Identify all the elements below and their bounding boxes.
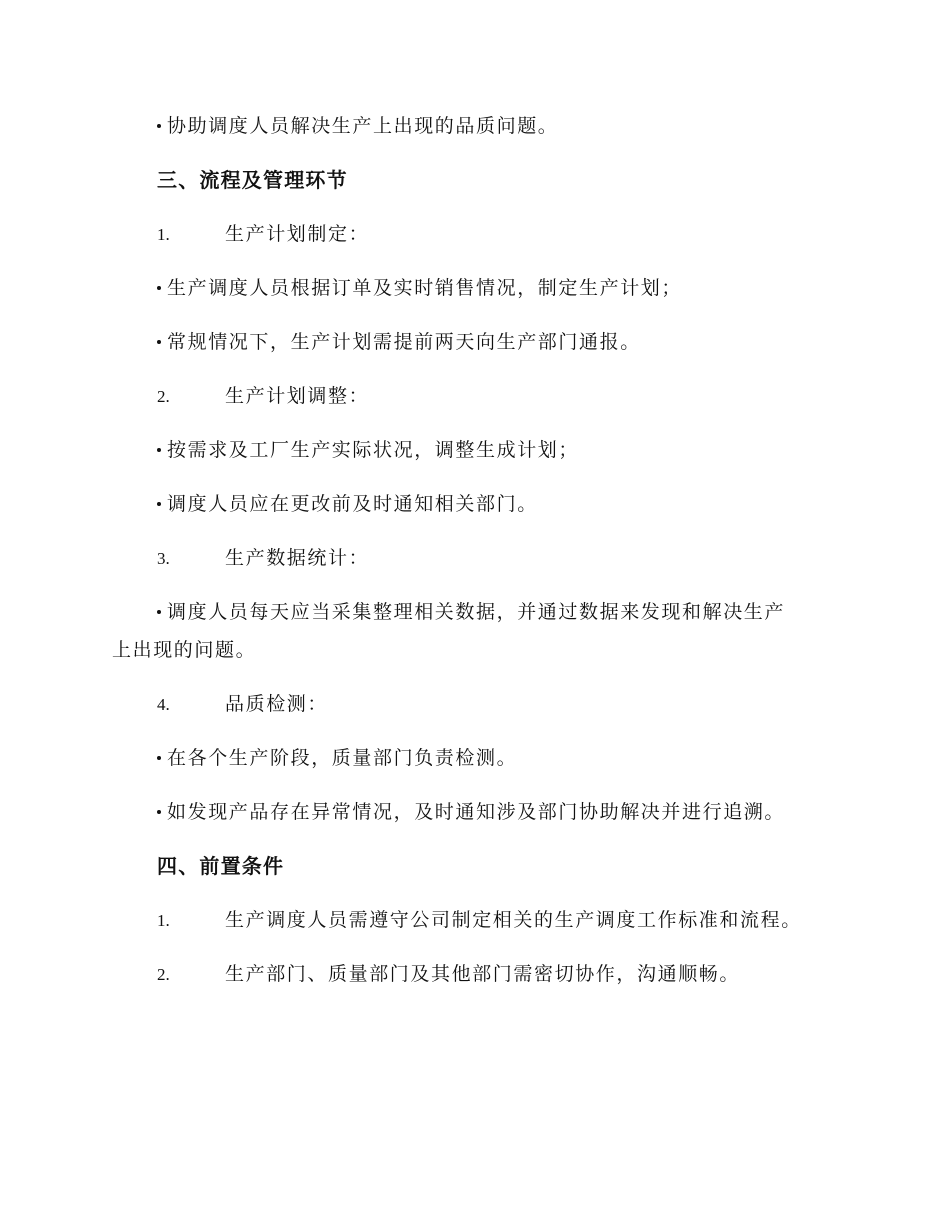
item-title: 生产计划调整： bbox=[225, 385, 370, 407]
bullet-paragraph bbox=[157, 275, 682, 302]
bullet-icon bbox=[157, 340, 161, 344]
paragraph-text: 生产调度人员根据订单及实时销售情况，制定生产计划； bbox=[167, 277, 683, 299]
bullet-paragraph bbox=[157, 599, 785, 626]
bullet-paragraph bbox=[157, 491, 538, 518]
item-title: 品质检测： bbox=[225, 693, 329, 715]
item-title: 生产数据统计： bbox=[225, 547, 370, 569]
paragraph-text: 协助调度人员解决生产上出现的品质问题。 bbox=[167, 115, 559, 137]
numbered-item-1 bbox=[157, 221, 369, 248]
item-number: 2. bbox=[157, 965, 170, 984]
item-number: 4. bbox=[157, 695, 170, 714]
bullet-icon bbox=[157, 286, 161, 290]
numbered-item-4 bbox=[157, 691, 328, 718]
bullet-icon bbox=[157, 124, 161, 128]
bullet-paragraph bbox=[157, 799, 785, 826]
paragraph-text: 调度人员应在更改前及时通知相关部门。 bbox=[167, 493, 538, 515]
item-text: 生产调度人员需遵守公司制定相关的生产调度工作标准和流程。 bbox=[225, 909, 802, 931]
bullet-icon bbox=[157, 448, 161, 452]
bullet-paragraph bbox=[157, 329, 641, 356]
bullet-icon bbox=[157, 810, 161, 814]
item-title: 生产计划制定： bbox=[225, 223, 370, 245]
section-heading-4: 四、前置条件 bbox=[157, 854, 285, 878]
bullet-paragraph bbox=[157, 437, 579, 464]
item-number: 3. bbox=[157, 549, 170, 568]
paragraph-text: 常规情况下，生产计划需提前两天向生产部门通报。 bbox=[167, 331, 641, 353]
item-number: 2. bbox=[157, 387, 170, 406]
paragraph-text: 在各个生产阶段，质量部门负责检测。 bbox=[167, 747, 518, 769]
precondition-item-1 bbox=[157, 907, 802, 934]
paragraph-text: 如发现产品存在异常情况，及时通知涉及部门协助解决并进行追溯。 bbox=[167, 801, 786, 823]
paragraph-text: 按需求及工厂生产实际状况，调整生成计划； bbox=[167, 439, 580, 461]
item-number: 1. bbox=[157, 225, 170, 244]
section-heading-3: 三、流程及管理环节 bbox=[157, 168, 348, 192]
item-text: 生产部门、质量部门及其他部门需密切协作，沟通顺畅。 bbox=[225, 963, 741, 985]
numbered-item-3 bbox=[157, 545, 369, 572]
bullet-icon bbox=[157, 756, 161, 760]
bullet-paragraph bbox=[157, 113, 558, 140]
bullet-icon bbox=[157, 610, 161, 614]
bullet-paragraph bbox=[157, 745, 517, 772]
bullet-icon bbox=[157, 502, 161, 506]
paragraph-text: 调度人员每天应当采集整理相关数据，并通过数据来发现和解决生产 bbox=[167, 601, 786, 623]
paragraph-continuation: 上出现的问题。 bbox=[112, 639, 257, 661]
precondition-item-2 bbox=[157, 961, 740, 988]
numbered-item-2 bbox=[157, 383, 369, 410]
item-number: 1. bbox=[157, 911, 170, 930]
